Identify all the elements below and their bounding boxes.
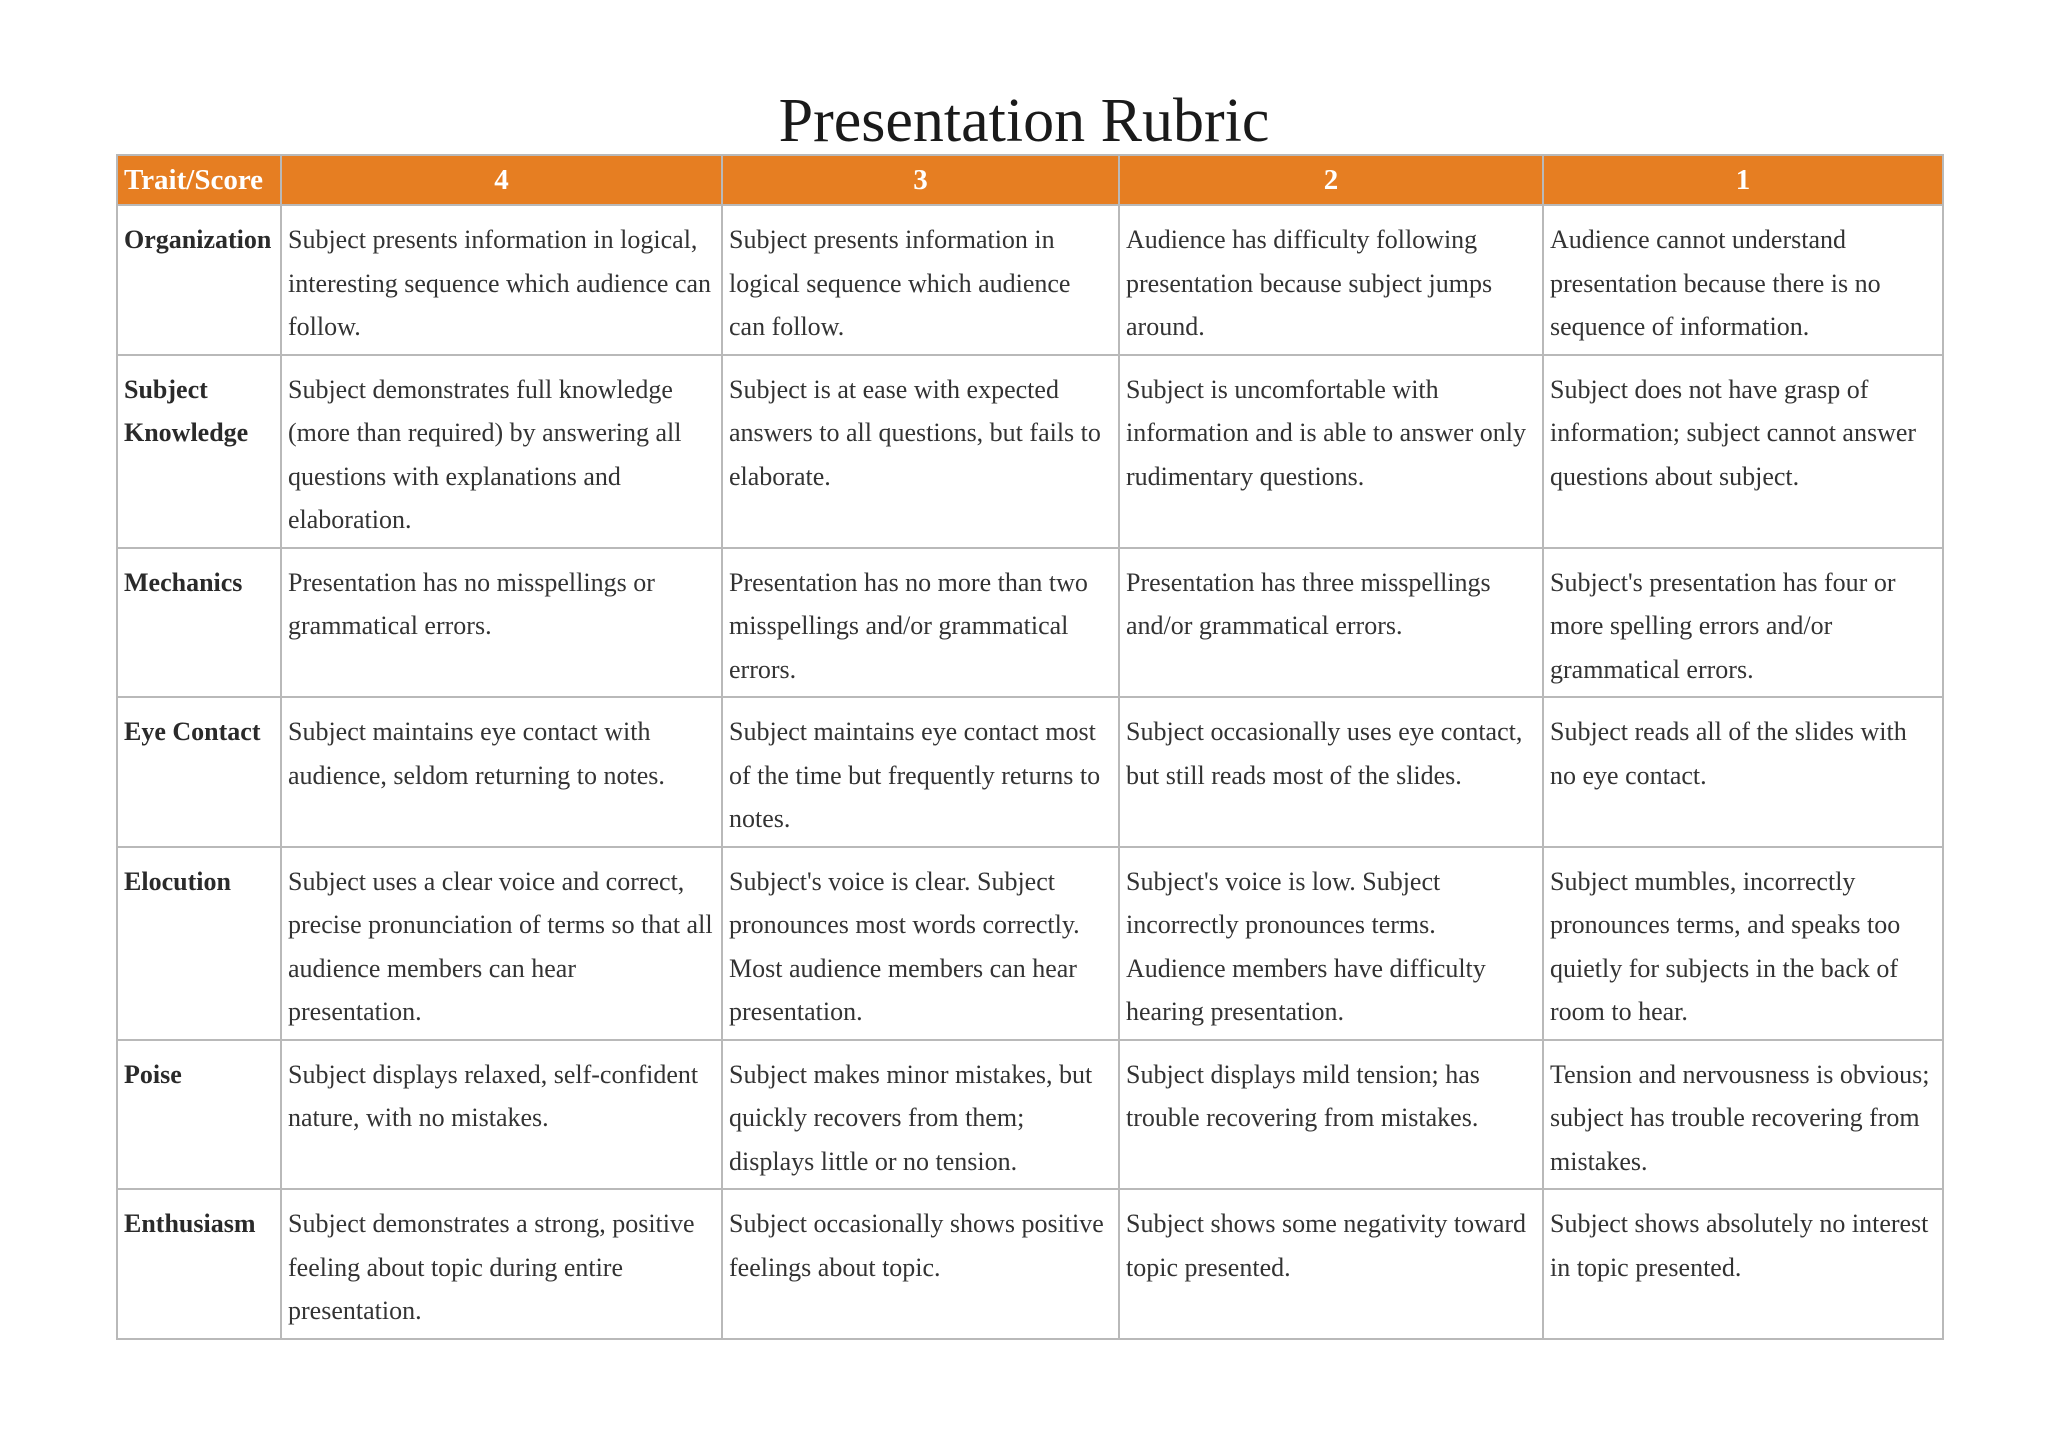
trait-label: Enthusiasm [117,1189,281,1339]
criterion-cell: Subject does not have grasp of information; subject cannot answer questions about subject. [1543,355,1943,548]
criterion-cell: Audience has difficulty following presentation because subject jumps around. [1119,205,1543,355]
criterion-cell: Subject occasionally shows positive feelings about topic. [722,1189,1119,1339]
criterion-cell: Subject presents information in logical, interesting sequence which audience can follow. [281,205,722,355]
criterion-cell: Tension and nervousness is obvious; subject has trouble recovering from mistakes. [1543,1040,1943,1190]
criterion-cell: Subject's voice is low. Subject incorrectly pronounces terms. Audience members have difficulty hearing presentation. [1119,847,1543,1040]
row-eye-contact [117,697,1943,847]
trait-label: Mechanics [117,548,281,698]
criterion-cell: Subject makes minor mistakes, but quickly recovers from them; displays little or no tension. [722,1040,1119,1190]
row-elocution [117,847,1943,1040]
criterion-cell: Subject shows some negativity toward topic presented. [1119,1189,1543,1339]
trait-label: Subject Knowledge [117,355,281,548]
criterion-cell: Subject shows absolutely no interest in topic presented. [1543,1189,1943,1339]
criterion-cell: Subject demonstrates full knowledge (more than required) by answering all questions with explanations and elaboration. [281,355,722,548]
criterion-cell: Presentation has no misspellings or grammatical errors. [281,548,722,698]
criterion-cell: Presentation has three misspellings and/or grammatical errors. [1119,548,1543,698]
criterion-cell: Subject maintains eye contact with audience, seldom returning to notes. [281,697,722,847]
row-organization [117,205,1943,355]
trait-label: Elocution [117,847,281,1040]
row-poise [117,1040,1943,1190]
criterion-cell: Subject displays mild tension; has trouble recovering from mistakes. [1119,1040,1543,1190]
trait-label: Organization [117,205,281,355]
row-enthusiasm [117,1189,1943,1339]
criterion-cell: Subject mumbles, incorrectly pronounces terms, and speaks too quietly for subjects in the back of room to hear. [1543,847,1943,1040]
header-row [117,155,1943,205]
criterion-cell: Subject demonstrates a strong, positive feeling about topic during entire presentation. [281,1189,722,1339]
criterion-cell: Subject occasionally uses eye contact, but still reads most of the slides. [1119,697,1543,847]
criterion-cell: Subject's voice is clear. Subject pronounces most words correctly. Most audience members can hear presentation. [722,847,1119,1040]
criterion-cell: Subject uses a clear voice and correct, precise pronunciation of terms so that all audience members can hear presentation. [281,847,722,1040]
criterion-cell: Subject reads all of the slides with no eye contact. [1543,697,1943,847]
rubric-table [116,154,1944,1340]
criterion-cell: Subject's presentation has four or more spelling errors and/or grammatical errors. [1543,548,1943,698]
criterion-cell: Subject is uncomfortable with information and is able to answer only rudimentary questions. [1119,355,1543,548]
criterion-cell: Subject is at ease with expected answers to all questions, but fails to elaborate. [722,355,1119,548]
criterion-cell: Subject displays relaxed, self-confident nature, with no mistakes. [281,1040,722,1190]
row-mechanics [117,548,1943,698]
criterion-cell: Presentation has no more than two misspellings and/or grammatical errors. [722,548,1119,698]
trait-label: Eye Contact [117,697,281,847]
score-header-2: 2 [1119,155,1543,205]
score-header-4: 4 [281,155,722,205]
row-subject-knowledge [117,355,1943,548]
score-header-1: 1 [1543,155,1943,205]
page-title: Presentation Rubric [778,87,1270,155]
score-header-3: 3 [722,155,1119,205]
criterion-cell: Audience cannot understand presentation because there is no sequence of information. [1543,205,1943,355]
trait-label: Poise [117,1040,281,1190]
trait-score-header: Trait/Score [117,155,281,205]
criterion-cell: Subject maintains eye contact most of the time but frequently returns to notes. [722,697,1119,847]
criterion-cell: Subject presents information in logical sequence which audience can follow. [722,205,1119,355]
